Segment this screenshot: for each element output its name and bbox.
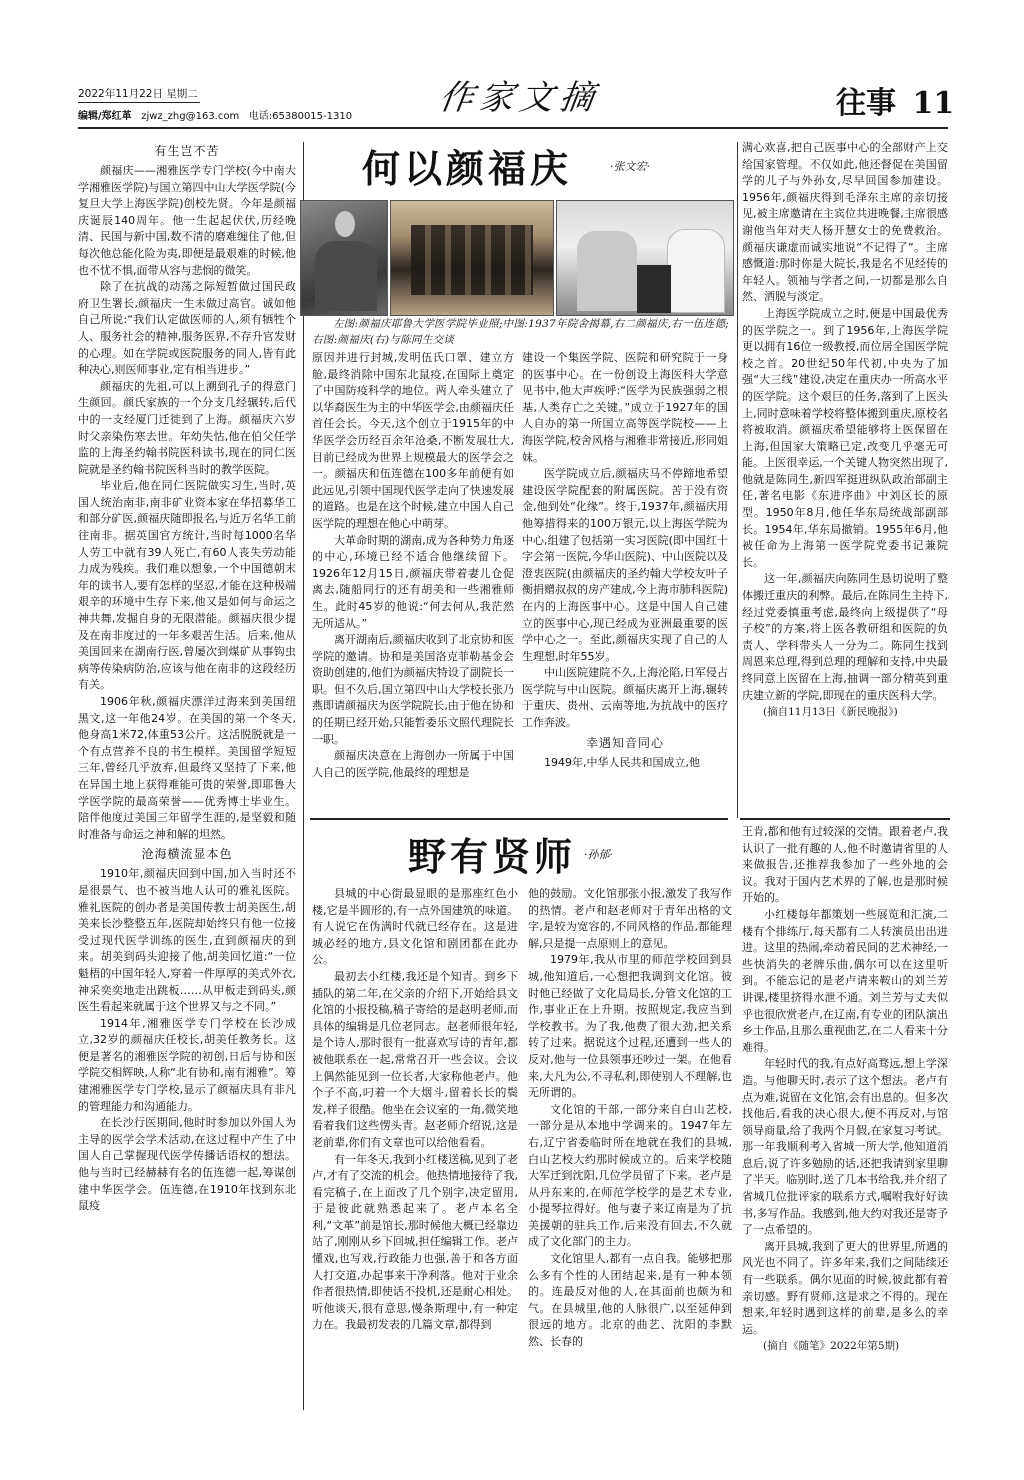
paragraph: 小红楼每年都策划一些展览和汇演,二楼有个排练厅,每天都有二人转演员出出进进。这里的热闹,牵动着民间的艺术神经,一些快消失的老牌乐曲,偶尔可以在这里听到。不能忘记的是老卢请来鞍山的刘兰芳讲课,楼里挤得水泄不通。刘兰芳与丈夫似乎也很欣赏老卢,在辽南,有专业的团队演出乡土作品,且那么重视曲艺,在二人看来十分难得。 <box>742 907 948 1054</box>
article1-column-3 <box>522 350 728 771</box>
paragraph: 建设一个集医学院、医院和研究院于一身的医事中心。在一份创设上海医科大学意见书中,他大声疾呼:“医学为民族强弱之根基,人类存亡之关键。”成立于1927年的国人自办的第一所国立高等医学院校——上海医学院,校舍风格与湘雅非常接近,形同姐妹。 <box>522 351 728 464</box>
face-shape <box>335 211 355 237</box>
subheading-1: 有生岂不苦 <box>154 144 220 158</box>
paragraph: 原因并进行封城,发明伍氏口罩、建立方舱,最终消除中国东北鼠疫,在国际上奠定了中国防疫科学的地位。两人牵头建立了以华裔医生为主的中华医学会,由颜福庆任首任会长。今天,这个创立于1915年的中华医学会历经百余年沧桑,不断发展壮大,目前已经成为世界上规模最大的医学会之一。颜福庆和伍连德在100多年前便有如此远见,引领中国现代医学走向了快速发展的道路。也是在这个时候,建立中国人自己医学院的理想在他心中萌芽。 <box>312 351 514 530</box>
article2-author: ·孙郁· <box>584 848 613 861</box>
page-number: 11 <box>912 86 955 121</box>
paragraph: 颜福庆决意在上海创办一所属于中国人自己的医学院,他最终的理想是 <box>312 749 514 779</box>
article2-title: 野有贤师 <box>408 834 577 879</box>
column-divider <box>303 142 304 1410</box>
person-left-shape <box>577 231 637 311</box>
paragraph: 年轻时代的我,有点好高骛远,想上学深造。与他聊天时,表示了这个想法。老卢有点为难,说留在文化馆,会有出息的。但多次找他后,看我的决心很大,便不再反对,与馆领导商量,给了我两个月假,在家复习考试。那一年我顺利考入省城一所大学,他知道消息后,说了许多勉励的话,还把我请到家里聊了半天。临别时,送了几本书给我,并介绍了省城几位批评家的联系方式,嘱咐我好好读书,多写作品。我感到,他大约对我还是寄予了一点希望的。 <box>742 1057 948 1237</box>
editor-phone: 电话:65380015-1310 <box>248 111 353 122</box>
paragraph: 最初去小红楼,我还是个知青。到乡下插队的第二年,在父亲的介绍下,开始给县文化馆的小报投稿,稿子寄给的是赵明老师,而具体的编辑是几位老同志。赵老师很年轻,是个诗人,那时很有一批喜欢写诗的青年,都被他联系在一起,常常召开一些会议。会议上偶然能见到一位长者,大家称他老卢。他个子不高,叼着一个大烟斗,留着长长的鬓发,样子很酷。他坐在会议室的一角,微笑地看着我们这些愣头青。赵老师介绍说,这是老前辈,你们有文章也可以给他看看。 <box>312 969 518 1149</box>
page-section <box>836 78 954 122</box>
paragraph: 中山医院建院不久,上海沦陷,日军侵占医学院与中山医院。颜福庆离开上海,辗转于重庆、贵州、云南等地,为抗战中的医疗工作奔波。 <box>522 666 728 730</box>
article1-author: ·张文宏· <box>610 160 650 173</box>
paragraph: 1949年,中华人民共和国成立,他 <box>544 755 700 769</box>
photo-caption: 左图:颜福庆耶鲁大学医学院毕业照;中图:1937年院舍揭幕,右二颜福庆,右一伍连德;右图:颜福庆(右)与陈同生交谈 <box>312 318 730 346</box>
paragraph: 县城的中心街最显眼的是那座红色小楼,它是半圆形的,有一点外国建筑的味道。有人说它在伪满时代就已经存在。这是进城必经的地方,县文化馆和剧团都在此办公。 <box>312 887 518 967</box>
paragraph: 王肯,都和他有过较深的交情。跟着老卢,我认识了一批有趣的人,他不时邀请省里的人来做报告,还推荐我参加了一些外地的会议。我对于国内艺术界的了解,也是那时候开始的。 <box>742 825 948 905</box>
paragraph: 上海医学院成立之时,便是中国最优秀的医学院之一。到了1956年,上海医学院更以拥有16位一级教授,而位居全国医学院校之首。20世纪50年代初,中央为了加强“大三线”建设,决定在重庆办一所高水平的医学院。这个艰巨的任务,落到了上医头上,同时意味着学校将整体搬到重庆,原校名将被取消。颜福庆希望能够将上医保留在上海,但国家大策略已定,改变几乎毫无可能。上医很幸运,一个关键人物突然出现了,他就是陈同生,新四军挺进纵队政治部副主任,著名电影《东进序曲》中刘区长的原型。1950年8月,他任华东局统战部副部长。1954年,华东局撤销。1955年6月,他被任命为上海第一医学院党委书记兼院长。 <box>742 306 948 569</box>
subheading-2: 沧海横流显本色 <box>141 847 233 862</box>
article2-column-2 <box>312 886 518 1334</box>
date-underline <box>78 102 200 103</box>
paragraph: 除了在抗战的动荡之际短暂做过国民政府卫生署长,颜福庆一生未做过高官。诚如他自己所说:“我们认定做医师的人,须有牺牲个人、服务社会的精神,服务医界,不存升官发财的心理。如在学院或医院服务的同人,皆有此种决心,则医师事业,定有相当进步。” <box>78 280 296 377</box>
subheading-3: 幸遇知音同心 <box>585 735 664 750</box>
paragraph: 这一年,颜福庆向陈同生恳切说明了整体搬迁重庆的利弊。最后,在陈同生主持下,经过党委慎重考虑,最终向上级提供了“母子校”的方案,将上医各教研组和医院的负责人、学科带头人一分为二。陈同生找到周恩来总理,得到总理的理解和支持,中央最终同意上医留在上海,抽调一部分精英到重庆建立新的学院,即现在的重庆医科大学。 <box>742 572 948 702</box>
paragraph: 离开湖南后,颜福庆收到了北京协和医学院的邀请。协和是美国洛克菲勒基金会资助创建的,他们为颜福庆特设了副院长一职。但不久后,国立第四中山大学校长张乃燕即请颜福庆为医学院院长,由于他在协和的任期已经开始,只能暂委乐文照代理院长一职。 <box>312 633 514 746</box>
paragraph: 他的鼓励。文化馆那张小报,激发了我写作的热情。老卢和赵老师对于青年出格的文字,是较为宽容的,不同风格的作品,都能理解,只是提一点原则上的意见。 <box>528 887 732 950</box>
editor-email: zjwz_zhg@163.com <box>141 111 240 122</box>
person-right-shape <box>667 229 725 313</box>
portrait-photo <box>300 200 388 316</box>
paragraph: 1906年秋,颜福庆漂洋过海来到美国纽黑文,这一年他24岁。在美国的第一个冬天,他身高1米72,体重53公斤。这活脱脱就是一个有点营养不良的书生模样。美国留学短短三年,曾经几乎放弃,但最终又坚持了下来,他在异国土地上获得难能可贵的荣誉,即耶鲁大学医学院的最高荣誉——优秀博士毕业生。陪伴他度过美国三年留学生涯的,是坚毅和随时准备与命运之神和解的坦然。 <box>78 695 296 841</box>
editor-line <box>78 107 352 122</box>
article1-title: 何以颜福庆 <box>362 147 573 191</box>
article2-column-3 <box>528 886 732 1351</box>
article2-column-4 <box>742 824 948 1354</box>
paragraph: 文化馆里人,都有一点自我。能够把那么多有个性的人团结起来,是有一种本领的。连最反对他的人,在其面前也颇为和气。在县城里,他的人脉很广,以至延伸到很远的地方。北京的曲艺、沈阳的李默然、长春的 <box>528 1252 732 1349</box>
paragraph: 有一年冬天,我到小红楼送稿,见到了老卢,才有了交流的机会。他热情地接待了我,看完稿子,在上面改了几个别字,决定留用,于是彼此就熟悉起来了。老卢本名全利,“文革”前是馆长,那时候他大概已经靠边站了,刚刚从乡下回城,担任编辑工作。老卢懂戏,也写戏,行政能力也强,善于和各方面人打交道,办起事来干净利落。他对于业余作者很热情,即使话不投机,还是耐心相处。听他谈天,很有意思,慢条斯理中,有一种定力在。我最初发表的几篇文章,都得到 <box>312 1152 518 1332</box>
conversation-photo <box>556 200 734 316</box>
issue-date: 2022年11月22日 星期二 <box>78 88 198 100</box>
paragraph: 离开县城,我到了更大的世界里,所遇的风光也不同了。许多年来,我们之间陆续还有一些联系。偶尔见面的时候,彼此都有着亲切感。野有贤师,这是求之不得的。现在想来,年轻时遇到这样的前辈,是多么的幸运。 <box>742 1239 948 1336</box>
source-note: (摘自11月13日《新民晚报》) <box>763 706 898 719</box>
paragraph: 1914年,湘雅医学专门学校在长沙成立,32岁的颜福庆任校长,胡美任教务长。这便是著名的湘雅医学院的初创,日后与协和医学院交相辉映,人称“北有协和,南有湘雅”。筹建湘雅医学专门学校,显示了颜福庆具有非凡的管理能力和沟通能力。 <box>78 1016 296 1113</box>
article1-column-4 <box>742 140 948 720</box>
paragraph: 颜福庆——湘雅医学专门学校(今中南大学湘雅医学院)与国立第四中山大学医学院(今复旦大学上海医学院)创校先贤。今年是颜福庆诞辰140周年。他一生起起伏伏,历经晚清、民国与新中国,数不清的磨难缠住了他,但每次他总能化险为夷,即便是最艰难的时候,他也不忧不惧,面带从容与悲悯的微笑。 <box>78 164 296 277</box>
column-divider <box>737 142 738 818</box>
paragraph: 大革命时期的湖南,成为各种势力角逐的中心,环境已经不适合他继续留下。1926年12月15日,颜福庆带着妻儿仓促离去,随船同行的还有胡美和一些湘雅师生。此时45岁的他说:“何去何从,我茫然无所适从。” <box>312 533 514 630</box>
paragraph: 颜福庆的先祖,可以上溯到孔子的得意门生颜回。颜氏家族的一个分支几经辗转,后代中的一支经厦门迁徙到了上海。颜福庆六岁时父亲染伤寒去世。年幼失怙,他在伯父任学监的上海圣约翰书院医科读书,现在的同仁医院就是圣约翰书院医科当时的教学医院。 <box>78 379 296 476</box>
paragraph: 在长沙行医期间,他时时参加以外国人为主导的医学会学术活动,在这过程中产生了中国人自己掌握现代医学传播话语权的想法。他与当时已经赫赫有名的伍连德一起,筹谋创建中华医学会。伍连德,在1910年找到东北鼠疫 <box>78 1116 296 1213</box>
paragraph: 1979年,我从市里的师范学校回到县城,他知道后,一心想把我调到文化馆。彼时他已经做了文化局局长,分管文化馆的工作,事业正在上升期。按照规定,我应当到学校教书。为了我,他费了很大劲,把关系转了过来。据说这个过程,还遭到一些人的反对,他与一位县领事还吵过一架。在他看来,大凡为公,不寻私利,即使别人不理解,也无所谓的。 <box>528 953 732 1100</box>
group-photo <box>390 200 554 316</box>
article-divider <box>310 818 728 820</box>
paragraph: 满心欢喜,把自己医事中心的全部财产上交给国家管理。不仅如此,他还督促在美国留学的儿子与外孙女,尽早回国参加建设。1956年,颜福庆得到毛泽东主席的亲切接见,被主席邀请在主宾位共进晚餐,主席很感谢他当年对夫人杨开慧女士的免费救治。颜福庆谦虚而诚实地说“不记得了”。主席感慨道:那时你是大院长,我是名不见经传的年轻人。领袖与学者之间,一切都是那么自然、洒脱与淡定。 <box>742 141 948 304</box>
paragraph: 文化馆的干部,一部分来自白山艺校,一部分是从本地中学调来的。1947年左右,辽宁省委临时所在地就在我们的县城,白山艺校大约那时候成立的。后来学校随大军迁到沈阳,几位学员留了下来。老卢是从丹东来的,在师范学校学的是艺术专业,小提琴拉得好。他与妻子来辽南是为了抗美援朝的驻兵工作,后来没有回去,不久就成了文化部门的主力。 <box>528 1102 732 1249</box>
section-name: 往事 <box>836 86 896 121</box>
editor-name: 编辑/郑红革 <box>78 111 132 122</box>
paragraph: 医学院成立后,颜福庆马不停蹄地希望建设医学院配套的附属医院。苦于没有资金,他到处“化缘”。终于,1937年,颜福庆用他筹措得来的100万银元,以上海医学院为中心,组建了包括第一实习医院(即中国红十字会第一医院,今华山医院)、中山医院以及澄衷医院(由颜福庆的圣约翰大学校友叶子衡捐赠叔叔的房产建成,今上海市肺科医院)在内的上海医事中心。这是中国人自己建立的医事中心,现已经成为亚洲最重要的医学中心之一。至此,颜福庆实现了自己的人生理想,时年55岁。 <box>522 467 728 663</box>
paragraph: 毕业后,他在同仁医院做实习生,当时,英国人统治南非,南非矿业资本家在华招募华工和部分矿医,颜福庆随即报名,与近万名华工前往南非。据英国官方统计,当时每1000名华人劳工中就有39人死亡,有60人丧失劳动能力成为残疾。我们难以想象,一个中国德朝末年的读书人,要有怎样的坚忍,才能在这种极端艰辛的环境中生存下来,他又是如何与命运之神共舞,发掘自身的无限潜能。颜福庆很少提及在南非度过的一年多艰苦生活。后来,他从美国回来在湖南行医,曾屡次到煤矿从事钩虫病等传染病防治,应该与他在南非的这段经历有关。 <box>78 479 296 692</box>
article1-column-2 <box>312 350 514 781</box>
paragraph: 1910年,颜福庆回到中国,加入当时还不是很景气、也不被当地人认可的雅礼医院。雅礼医院的创办者是美国传教士胡美医生,胡美来长沙整整五年,医院却始终只有他一位接受过现代医学训练的医生,直到颜福庆的到来。胡美到码头迎接了他,胡美回忆道:“一位魁梧的中国年轻人,穿着一件厚厚的美式外衣,神采奕奕地走出跳板……从甲板走到码头,颜医生看起来就属于这个世界又与之不同。” <box>78 867 296 1014</box>
table-shape <box>637 265 671 313</box>
masthead-logo: 作家文摘 <box>436 78 603 118</box>
article-divider <box>740 818 950 820</box>
article1-column-1 <box>78 140 296 1215</box>
crowd-shape <box>411 225 533 295</box>
header-rule <box>78 127 948 129</box>
suit-shape <box>315 241 377 311</box>
source-note: (摘自《随笔》2022年第5期) <box>763 1340 900 1353</box>
